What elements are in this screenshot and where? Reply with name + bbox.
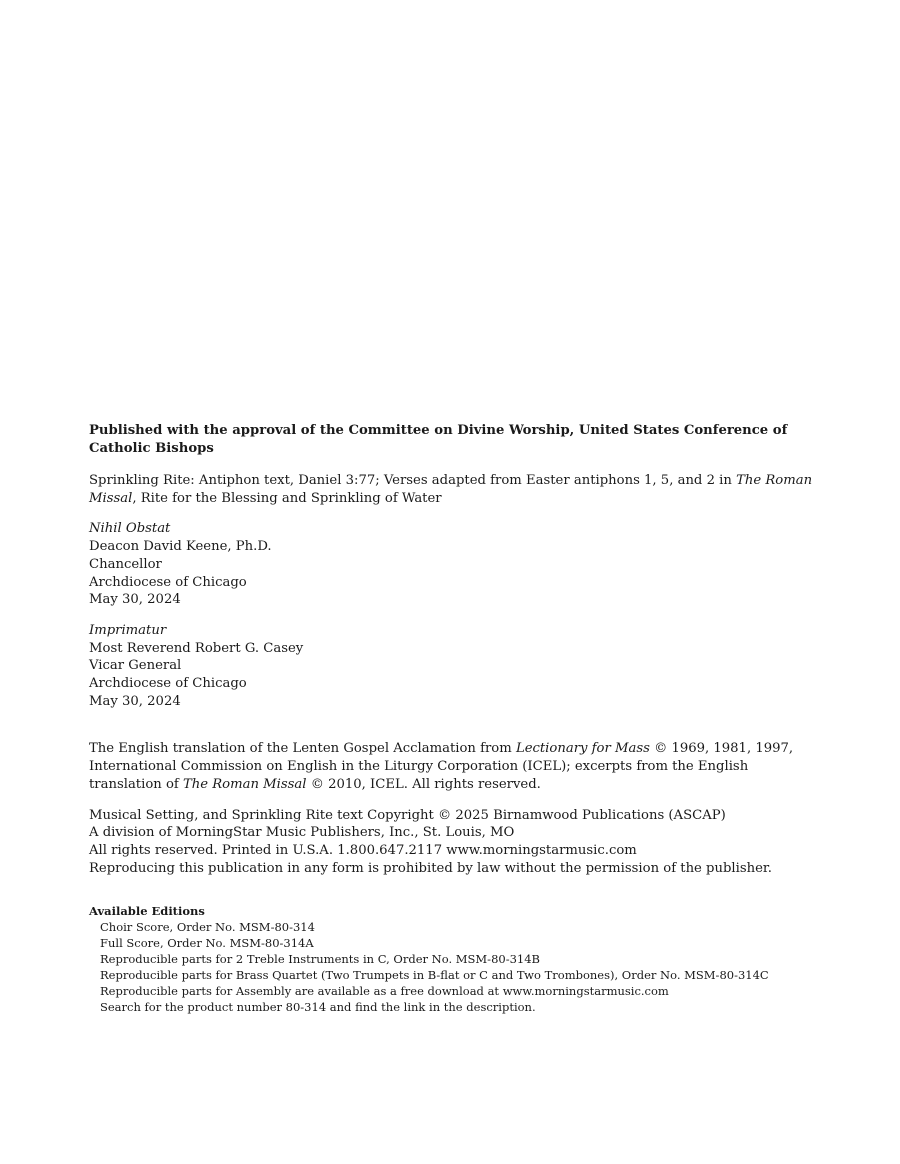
icel-text: © 1969, 1981, 1997, International Commission on English in the Liturgy Corporation (ICEL); excerpts from the English translation of xyxy=(89,741,794,792)
copyright-line: Musical Setting, and Sprinkling Rite text Copyright © 2025 Birnamwood Publications (ASCAP) xyxy=(89,807,726,823)
approval-statement: Published with the approval of the Committee on Divine Worship, United States Conference of Catholic Bishops xyxy=(89,423,788,456)
imprimatur-line: May 30, 2024 xyxy=(89,693,181,709)
editions-heading: Available Editions xyxy=(89,904,205,919)
imprimatur-line: Most Reverend Robert G. Casey xyxy=(89,640,304,656)
imprimatur-line: Vicar General xyxy=(89,658,182,674)
edition-item: Choir Score, Order No. MSM-80-314 xyxy=(100,920,315,935)
sprinkling-text: Sprinkling Rite: Antiphon text, Daniel 3:77; Verses adapted from Easter antiphons 1, 5, and 2 in xyxy=(89,473,737,488)
edition-item: Search for the product number 80-314 and find the link in the description. xyxy=(100,1000,536,1015)
copyright-line: A division of MorningStar Music Publishers, Inc., St. Louis, MO xyxy=(89,825,515,841)
icel-text-end: © 2010, ICEL. All rights reserved. xyxy=(306,776,541,792)
roman-missal-title: The Roman Missal xyxy=(89,473,813,506)
nihil-obstat-line: Archdiocese of Chicago xyxy=(89,574,247,590)
copyright-line: All rights reserved. Printed in U.S.A. 1.800.647.2117 www.morningstarmusic.com xyxy=(89,842,637,858)
lectionary-title: Lectionary for Mass xyxy=(515,741,650,757)
available-editions xyxy=(89,903,819,1015)
nihil-obstat-line: Chancellor xyxy=(89,556,162,572)
edition-item: Reproducible parts for Assembly are available as a free download at www.morningstarmusic.com xyxy=(100,984,669,999)
copyright-block xyxy=(89,807,819,878)
copyright-page-content xyxy=(89,422,819,1015)
imprimatur-block xyxy=(89,622,819,711)
edition-item: Reproducible parts for 2 Treble Instruments in C, Order No. MSM-80-314B xyxy=(100,952,540,967)
edition-item: Reproducible parts for Brass Quartet (Two Trumpets in B-flat or C and Two Trombones), Order No. MSM-80-314C xyxy=(100,968,769,983)
roman-missal-title: The Roman Missal xyxy=(182,776,307,792)
sprinkling-text-end: , Rite for the Blessing and Sprinkling of Water xyxy=(132,490,442,506)
imprimatur-heading: Imprimatur xyxy=(89,622,167,638)
nihil-obstat-block xyxy=(89,520,819,609)
imprimatur-line: Archdiocese of Chicago xyxy=(89,676,247,692)
nihil-obstat-line: Deacon David Keene, Ph.D. xyxy=(89,539,272,555)
sprinkling-rite-source xyxy=(89,472,819,507)
nihil-obstat-heading: Nihil Obstat xyxy=(89,521,171,537)
edition-item: Full Score, Order No. MSM-80-314A xyxy=(100,936,314,951)
copyright-line: Reproducing this publication in any form is prohibited by law without the permission of the publisher. xyxy=(89,860,772,876)
nihil-obstat-line: May 30, 2024 xyxy=(89,592,181,608)
icel-notice xyxy=(89,740,819,793)
icel-text: The English translation of the Lenten Gospel Acclamation from xyxy=(89,741,516,757)
